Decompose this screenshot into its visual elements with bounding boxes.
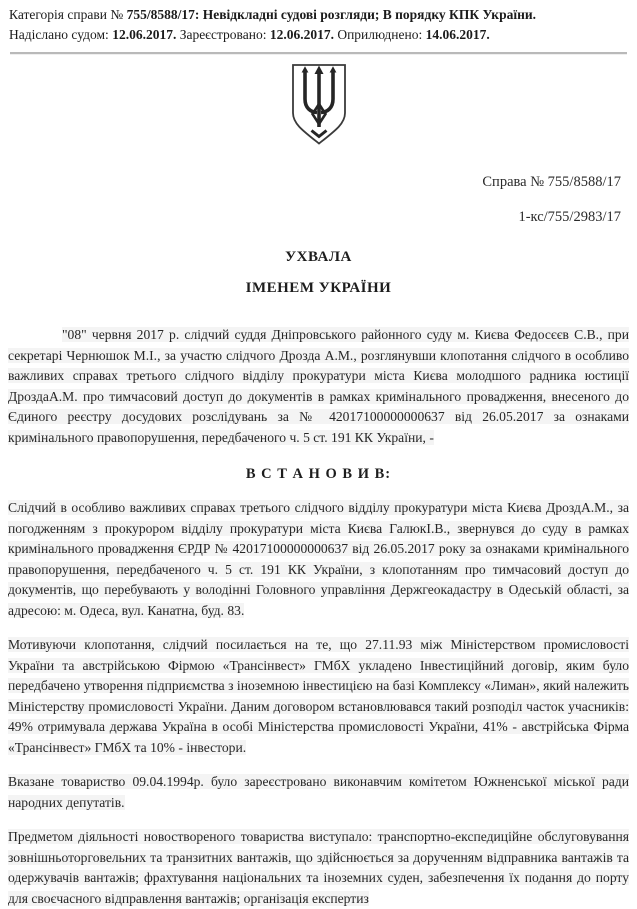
emblem-container bbox=[8, 63, 629, 149]
paragraph-2-text: Мотивуючи клопотання, слідчий посилається на те, що 27.11.93 між Міністерством промисловості України та австрійською Фірмою «Трансінвест» ГМбХ укладено Інвестиційний договір, яким було передбачено утворення підприємства з іноземною інвестицією на базі Комплексу «Лиман», який належить Міністерству промисловості України. Даним договором встановлювався такий розподіл часток учасників: 49% отримувала держава Україна в особі Міністерства промисловості України, 41% - австрійська Фірма «Трансінвест» ГМбХ та 10% - інвестори. bbox=[8, 637, 629, 755]
category-value: 755/8588/17: Невідкладні судові розгляди; В порядку КПК України. bbox=[126, 7, 537, 22]
dates-line bbox=[9, 25, 629, 45]
case-number-block bbox=[8, 173, 629, 227]
paragraph-3-text: Вказане товариство 09.04.1994р. було зареєстровано виконавчим комітетом Южненської міської ради народних депутатів. bbox=[8, 774, 629, 810]
paragraph-1-text: Слідчий в особливо важливих справах третього слідчого відділу прокуратури міста Києва ДроздА.М., за погодженням з прокурором відділу прокуратури міста Києва ГалюкІ.В., звернувся до суду в рамках кримінального провадження ЄРДР № 42017100000000637 від 26.05.2017 року за ознаками кримінального правопорушення, передбаченого ч. 5 ст. 191 КК України, з клопотанням про тимчасовий доступ до документів, що перебувають у володінні Головного управління Держгеокадастру в Одеській області, за адресою: м. Одеса, вул. Канатна, буд. 83. bbox=[8, 500, 629, 618]
document-subtitle: ІМЕНЕМ УКРАЇНИ bbox=[245, 280, 392, 296]
case-number: Справа № 755/8588/17 bbox=[482, 174, 621, 190]
paragraph-1 bbox=[8, 498, 629, 621]
registered-label: Зареєстровано: bbox=[176, 27, 270, 42]
published-label: Оприлюднено: bbox=[333, 27, 426, 42]
horizontal-divider bbox=[10, 52, 627, 54]
paragraph-2 bbox=[8, 635, 629, 758]
proceeding-number: 1-кс/755/2983/17 bbox=[518, 209, 621, 225]
sent-label: Надіслано судом: bbox=[9, 27, 113, 42]
category-line bbox=[9, 5, 629, 25]
sent-date: 12.06.2017. bbox=[112, 27, 177, 42]
paragraph-3 bbox=[8, 772, 629, 813]
paragraph-4 bbox=[8, 827, 629, 909]
intro-paragraph-text: "08" червня 2017 р. слідчий суддя Дніпровського районного суду м. Києва Федосєєв С.В., при секретарі Чернюшок М.І., за участю слідчого Дрозда А.М., розглянувши клопотання слідчого в особливо важливих справах третього слідчого відділу прокуратури міста Києва молодшого радника юстиції ДроздаА.М. про тимчасовий доступ до документів в рамках кримінального провадження, внесеного до Єдиного реєстру досудових розслідувань за № 42017100000000637 від 26.05.2017 за ознаками кримінального правопорушення, передбаченого ч. 5 ст. 191 КК України, - bbox=[8, 327, 629, 445]
ukraine-coat-of-arms-icon bbox=[288, 63, 350, 147]
header-meta bbox=[8, 5, 629, 45]
registered-date: 12.06.2017. bbox=[269, 27, 334, 42]
category-label: Категорія справи № bbox=[9, 7, 127, 22]
intro-paragraph bbox=[8, 325, 629, 448]
document-title: УХВАЛА bbox=[285, 249, 352, 265]
resolution-heading: В С Т А Н О В И В: bbox=[245, 466, 392, 482]
published-date: 14.06.2017. bbox=[425, 27, 490, 42]
paragraph-4-text: Предметом діяльності новоствореного товариства виступало: транспортно-експедиційне обслуговування зовнішньоторговельних та транзитних вантажів, що здійснюється за дорученням відправника вантажів та одержувачів вантажів; фрахтування національних та іноземних суден, забезпечення їх подання до порту для своєчасного відправлення вантажів; організація експертиз bbox=[8, 829, 629, 906]
